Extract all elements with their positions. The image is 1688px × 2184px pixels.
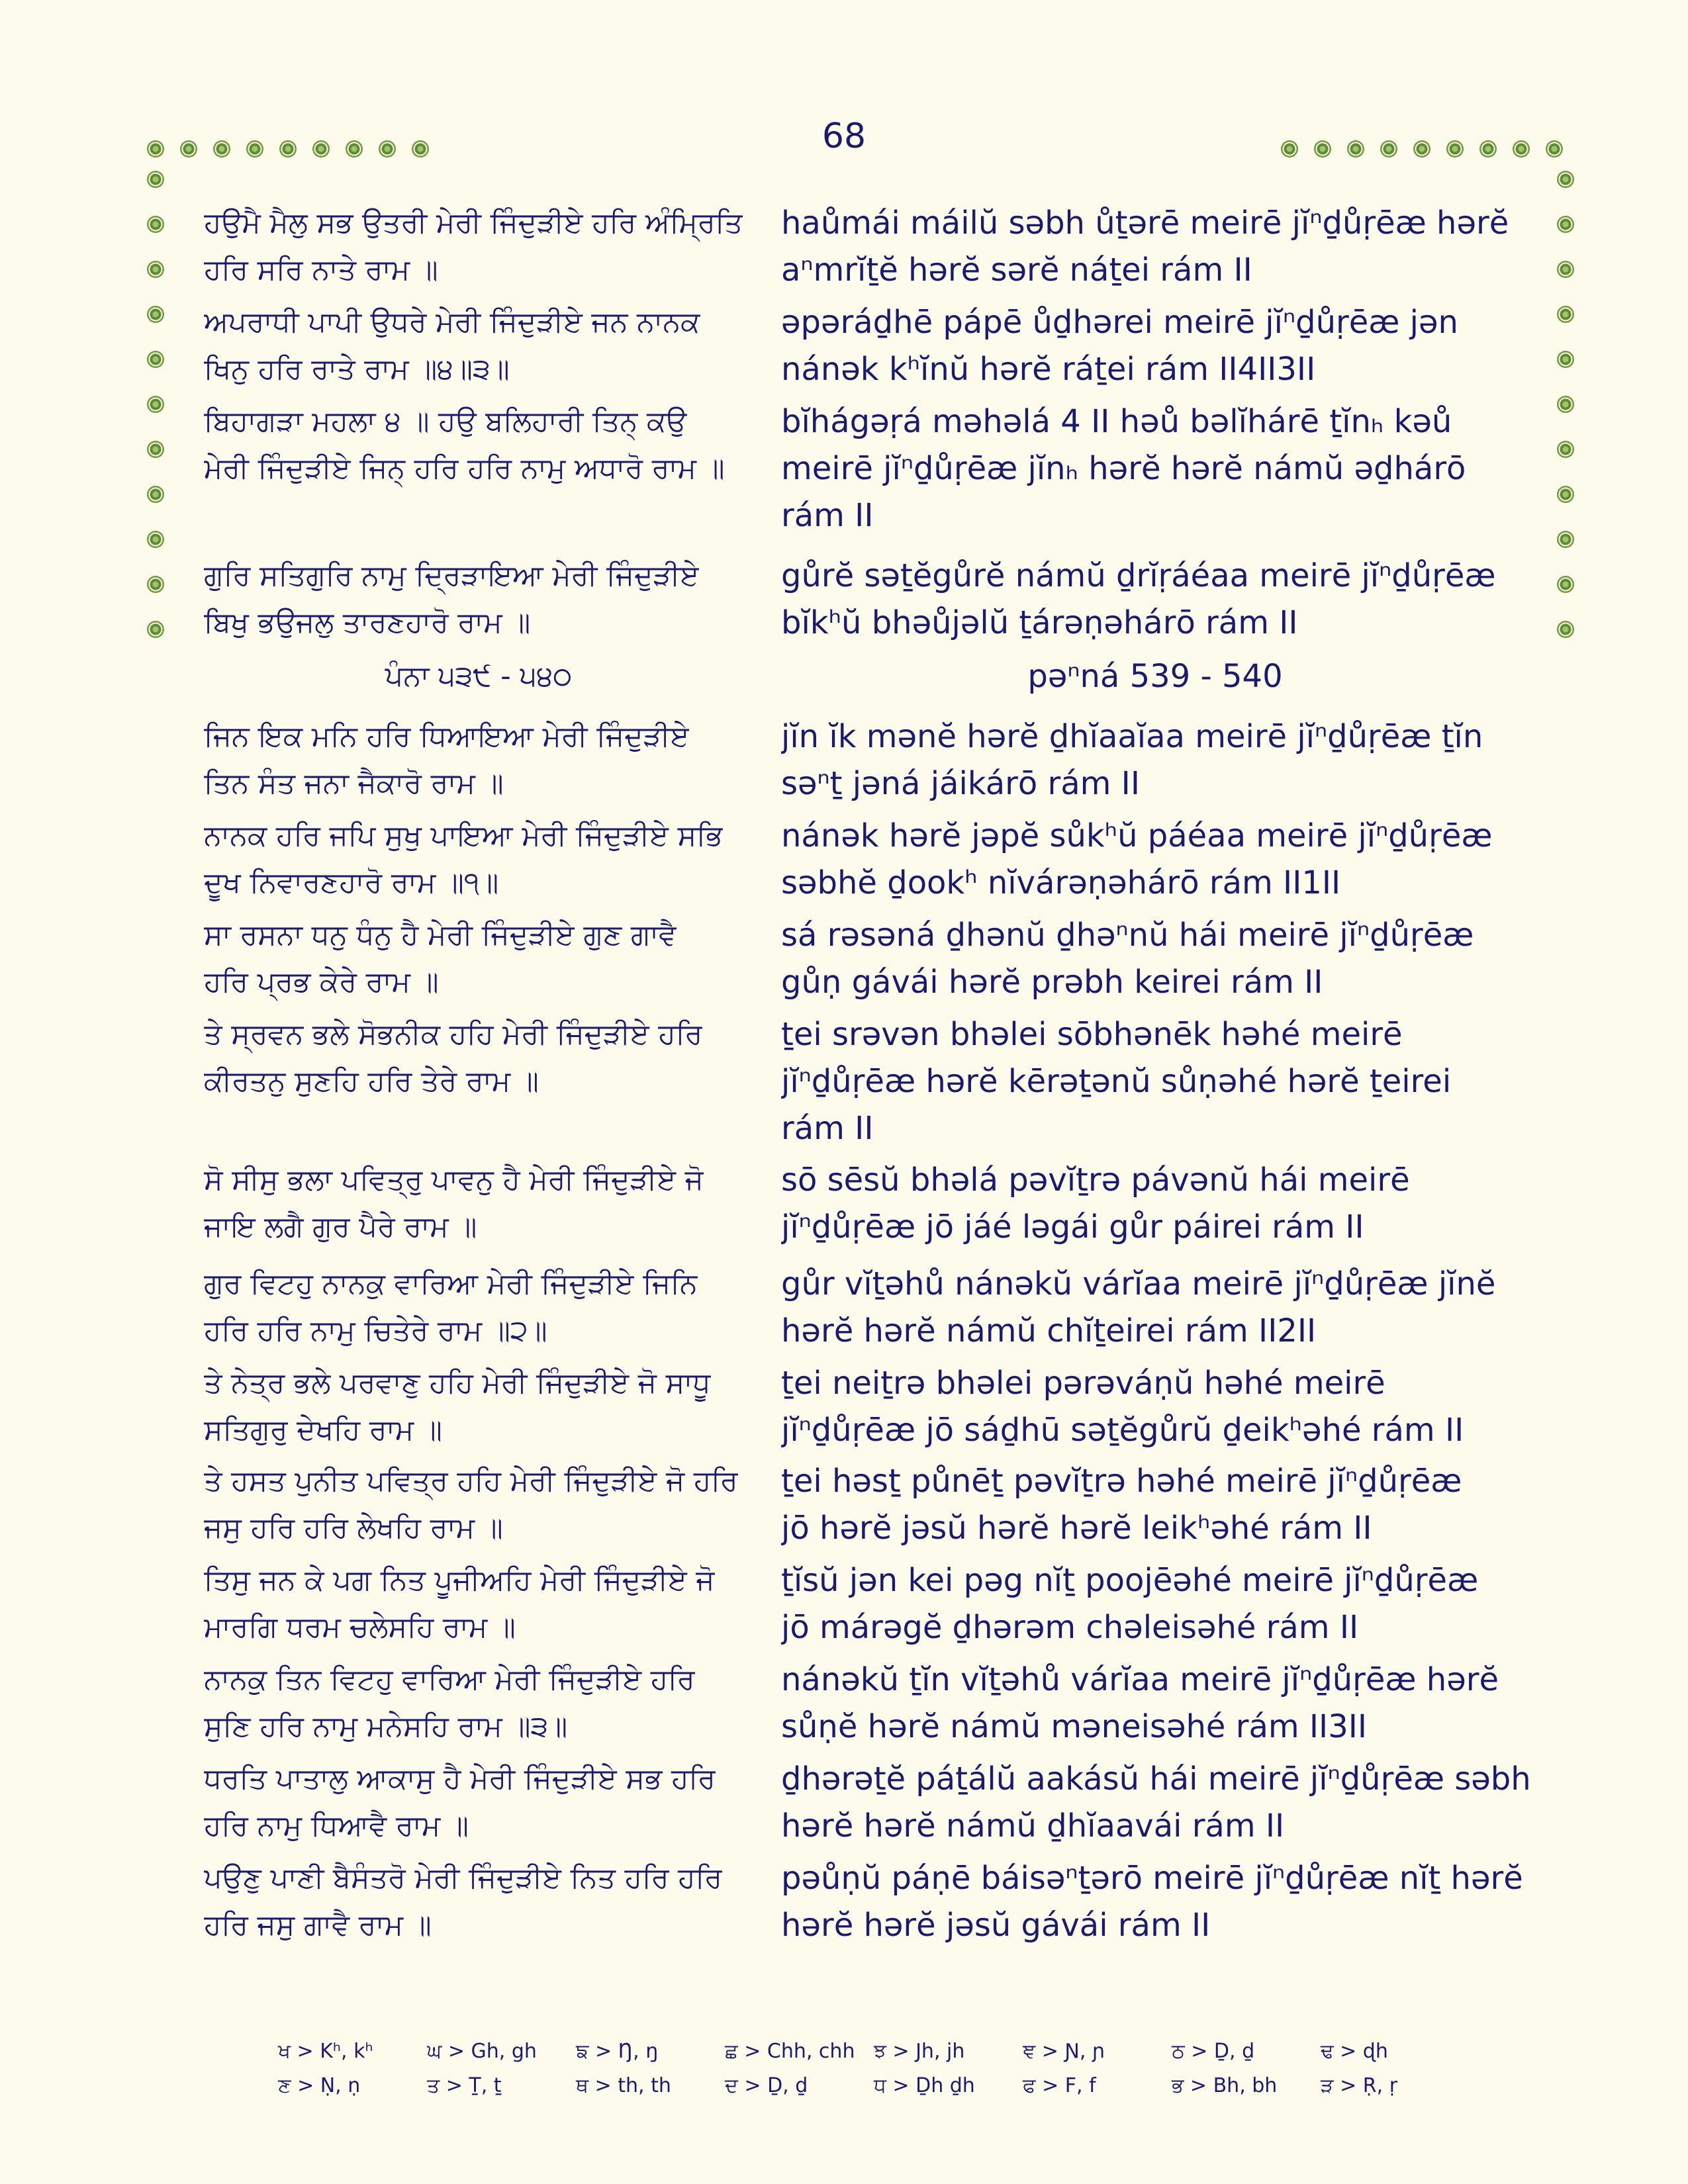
flower-ornament-icon: [147, 306, 164, 323]
flower-ornament-icon: [147, 576, 164, 593]
verse-line: bĭhágəṛá məhəlá 4 II həů bəlĭhárē ṯĭnₕ kəů: [781, 403, 1452, 440]
flower-ornament-icon: [1546, 140, 1563, 158]
ornament-border-right: [1552, 171, 1579, 666]
verse-line: aⁿmrĭṯĕ hərĕ sərĕ náṯei rám II: [781, 251, 1252, 289]
verse-line: gůr vĭṯəhů nánəkŭ várĭaa meirē jĭⁿḏůṛēæ jĭnĕ: [781, 1265, 1496, 1302]
flower-ornament-icon: [1446, 140, 1464, 158]
verse-line: səbhĕ ḏookʰ nĭvárəṇəhárō rám II1II: [781, 864, 1341, 901]
verse-gurmukhi: [204, 1360, 711, 1454]
verse-transliteration: [781, 553, 1496, 647]
verse-transliteration: [781, 813, 1493, 907]
verse-line: ṯei həsṯ půnēṯ pəvĭṯrə həhé meirē jĭⁿḏůṛēæ: [781, 1463, 1462, 1500]
verse-line: ਮਾਰਗਿ ਧਰਮ ਚਲੇਸਹਿ ਰਾਮ ॥: [204, 1611, 516, 1644]
flower-ornament-icon: [147, 621, 164, 638]
verse-line: jĭn ĭk mənĕ hərĕ ḏhĭaaĭaa meirē jĭⁿḏůṛēæ ṯĭn: [781, 718, 1483, 755]
verse-line: ਨਾਨਕ ਹਰਿ ਜਪਿ ਸੁਖੁ ਪਾਇਆ ਮੇਰੀ ਜਿੰਦੁੜੀਏ ਸਭਿ: [204, 819, 724, 852]
legend-entry: ਙ > Ŋ, ŋ: [576, 2040, 659, 2063]
flower-ornament-icon: [1557, 396, 1574, 413]
verse-line: sůṇĕ hərĕ námŭ məneisəhé rám II3II: [781, 1708, 1368, 1745]
verse-line: gůrĕ səṯĕgůrĕ námŭ ḏrĭṛáéaa meirē jĭⁿḏůṛēæ: [781, 557, 1496, 594]
legend-entry: ਢ > ɖh: [1321, 2040, 1388, 2063]
verse-line: jĭⁿḏůṛēæ jō sáḏhū səṯĕgůrŭ ḏeikʰəhé rám II: [781, 1412, 1464, 1449]
verse-transliteration: [781, 1360, 1464, 1454]
flower-ornament-icon: [1557, 261, 1574, 278]
verse-gurmukhi: [204, 1855, 722, 1949]
verse-line: ਬਿਹਾਗੜਾ ਮਹਲਾ ੪ ॥ ਹਉ ਬਲਿਹਾਰੀ ਤਿਨ੍ ਕਉ: [204, 405, 687, 438]
verse-line: ਹਰਿ ਜਸੁ ਗਾਵੈ ਰਾਮ ॥: [204, 1909, 432, 1942]
verse-gurmukhi: [204, 299, 700, 393]
verse-line: ਜਿਨ ਇਕ ਮਨਿ ਹਰਿ ਧਿਆਇਆ ਮੇਰੀ ਜਿੰਦੁੜੀਏ: [204, 720, 690, 753]
verse-gurmukhi: [204, 398, 725, 492]
page-number: 68: [821, 116, 867, 156]
verse-transliteration: [781, 1458, 1462, 1552]
verse-line: jō márəgĕ ḏhərəm chəleisəhé rám II: [781, 1609, 1359, 1646]
flower-ornament-icon: [1513, 140, 1530, 158]
verse-line: rám II: [781, 497, 874, 534]
flower-ornament-icon: [1479, 140, 1497, 158]
verse-line: ਤਿਸੁ ਜਨ ਕੇ ਪਗ ਨਿਤ ਪੂਜੀਅਹਿ ਮੇਰੀ ਜਿੰਦੁੜੀਏ ਜੋ: [204, 1564, 715, 1597]
verse-line: ਹਰਿ ਹਰਿ ਨਾਮੁ ਚਿਤੇਰੇ ਰਾਮ ॥੨॥: [204, 1314, 547, 1347]
legend-entry: ਣ > Ṇ, ṇ: [278, 2074, 361, 2097]
verse-transliteration: [781, 713, 1483, 807]
verse-line: ਕੀਰਤਨੁ ਸੁਣਹਿ ਹਰਿ ਤੇਰੇ ਰਾਮ ॥: [204, 1065, 539, 1098]
verse-gurmukhi: [204, 1011, 702, 1105]
verse-line: hərĕ hərĕ námŭ ḏhĭaavái rám II: [781, 1807, 1285, 1844]
flower-ornament-icon: [180, 140, 197, 158]
verse-line: bĭkʰŭ bhəůjəlŭ ṯárəṇəhárō rám II: [781, 604, 1298, 641]
verse-line: ਬਿਖੁ ਭਉਜਲੁ ਤਾਰਣਹਾਰੋ ਰਾਮ ॥: [204, 606, 531, 639]
flower-ornament-icon: [1557, 306, 1574, 323]
flower-ornament-icon: [147, 441, 164, 458]
flower-ornament-icon: [1557, 351, 1574, 368]
verse-gurmukhi: [204, 1458, 738, 1552]
verse-line: ਅਪਰਾਧੀ ਪਾਪੀ ਉਧਰੇ ਮੇਰੀ ਜਿੰਦੁੜੀਏ ਜਨ ਨਾਨਕ: [204, 306, 700, 339]
legend-entry: ਛ > Chh, chh: [725, 2040, 855, 2063]
flower-ornament-icon: [147, 171, 164, 188]
verse-line: ḏhərəṯĕ páṯálŭ aakásŭ hái meirē jĭⁿḏůṛēæ səbh: [781, 1760, 1531, 1797]
legend-entry: ੜ > Ṛ, ṛ: [1321, 2074, 1398, 2097]
flower-ornament-icon: [312, 140, 330, 158]
verse-transliteration: [781, 200, 1509, 294]
verse-line: ṯei neiṯrə bhəlei pərəváṇŭ həhé meirē: [781, 1365, 1385, 1402]
flower-ornament-icon: [147, 531, 164, 548]
legend-entry: ਤ > Ṯ, ṯ: [427, 2074, 502, 2097]
verse-line: ਤੇ ਹਸਤ ਪੁਨੀਤ ਪਵਿਤ੍ਰ ਹਹਿ ਮੇਰੀ ਜਿੰਦੁੜੀਏ ਜੋ ਹਰਿ: [204, 1465, 738, 1498]
verse-transliteration: [781, 1011, 1451, 1152]
verse-line: hərĕ hərĕ námŭ chĭṯeirei rám II2II: [781, 1312, 1317, 1349]
flower-ornament-icon: [346, 140, 363, 158]
verse-line: ਨਾਨਕੁ ਤਿਨ ਵਿਟਹੁ ਵਾਰਿਆ ਮੇਰੀ ਜਿੰਦੁੜੀਏ ਹਰਿ: [204, 1663, 695, 1696]
verse-transliteration: [781, 1657, 1499, 1751]
verse-line: meirē jĭⁿḏůṛēæ jĭnₕ hərĕ hərĕ námŭ əḏhárō: [781, 450, 1466, 487]
verse-line: sá rəsəná ḏhənŭ ḏhəⁿnŭ hái meirē jĭⁿḏůṛēæ: [781, 917, 1474, 954]
verse-line: ṯei srəvən bhəlei sōbhənēk həhé meirē: [781, 1016, 1403, 1053]
flower-ornament-icon: [1347, 140, 1364, 158]
section-heading-gurmukhi: ਪੰਨਾ ੫੩੯ - ੫੪੦: [385, 660, 573, 693]
legend-entry: ਝ > Jh, jh: [874, 2040, 965, 2063]
verse-line: ਗੁਰਿ ਸਤਿਗੁਰਿ ਨਾਮੁ ਦ੍ਰਿੜਾਇਆ ਮੇਰੀ ਜਿੰਦੁੜੀਏ: [204, 559, 700, 592]
verse-gurmukhi: [204, 1756, 716, 1850]
ornament-border-left: [142, 171, 169, 666]
verse-gurmukhi: [204, 1557, 715, 1651]
verse-gurmukhi: [204, 1157, 704, 1251]
legend-entry: ਧ > Ḏh ḏh: [874, 2074, 975, 2097]
flower-ornament-icon: [1557, 486, 1574, 503]
legend-entry: ਫ > F, f: [1023, 2074, 1096, 2097]
verse-line: ਹਰਿ ਪ੍ਰਭ ਕੇਰੇ ਰਾਮ ॥: [204, 966, 439, 999]
verse-line: ਸੁਣਿ ਹਰਿ ਨਾਮੁ ਮਨੇਸਹਿ ਰਾਮ ॥੩॥: [204, 1710, 568, 1743]
legend-entry: ਠ > Ḏ, ḏ: [1172, 2040, 1255, 2063]
verse-line: ਧਰਤਿ ਪਾਤਾਲੁ ਆਕਾਸੁ ਹੈ ਮੇਰੀ ਜਿੰਦੁੜੀਏ ਸਭ ਹਰਿ: [204, 1762, 716, 1796]
verse-gurmukhi: [204, 912, 677, 1006]
legend-entry: ਖ > Kʰ, kʰ: [278, 2040, 373, 2063]
verse-line: jō hərĕ jəsŭ hərĕ hərĕ leikʰəhé rám II: [781, 1510, 1372, 1547]
verse-line: ਸਾ ਰਸਨਾ ਧਨੁ ਧੰਨੁ ਹੈ ਮੇਰੀ ਜਿੰਦੁੜੀਏ ਗੁਣ ਗਾਵੈ: [204, 919, 677, 952]
verse-line: ਮੇਰੀ ਜਿੰਦੁੜੀਏ ਜਿਨ੍ ਹਰਿ ਹਰਿ ਨਾਮੁ ਅਧਾਰੋ ਰਾਮ ॥: [204, 452, 725, 485]
flower-ornament-icon: [1413, 140, 1430, 158]
transliteration-legend: [278, 2034, 1470, 2103]
verse-line: ਹਰਿ ਸਰਿ ਨਾਤੇ ਰਾਮ ॥: [204, 253, 438, 287]
legend-entry: ਥ > th, th: [576, 2074, 671, 2097]
verse-transliteration: [781, 1756, 1531, 1850]
legend-entry: ਞ > Ɲ, ɲ: [1023, 2040, 1105, 2063]
verse-line: əpəráḏhē pápē ůḏhərei meirē jĭⁿḏůṛēæ jən: [781, 304, 1458, 341]
section-heading-transliteration: pəⁿná 539 - 540: [1027, 658, 1283, 695]
verse-line: gůṇ gávái hərĕ prəbh keirei rám II: [781, 964, 1323, 1001]
flower-ornament-icon: [246, 140, 263, 158]
flower-ornament-icon: [279, 140, 297, 158]
legend-entry: ਘ > Gh, gh: [427, 2040, 537, 2063]
legend-entry: ਭ > Bh, bh: [1172, 2074, 1278, 2097]
verse-line: ਦੂਖ ਨਿਵਾਰਣਹਾਰੋ ਰਾਮ ॥੧॥: [204, 866, 499, 899]
flower-ornament-icon: [213, 140, 230, 158]
verse-line: nánək kʰĭnŭ hərĕ ráṯei rám II4II3II: [781, 351, 1316, 388]
verse-line: ṯĭsŭ jən kei pəg nĭṯ poojēəhé meirē jĭⁿḏůṛēæ: [781, 1562, 1479, 1599]
verse-line: ਪਉਣੁ ਪਾਣੀ ਬੈਸੰਤਰੋ ਮੇਰੀ ਜਿੰਦੁੜੀਏ ਨਿਤ ਹਰਿ ਹਰਿ: [204, 1862, 723, 1895]
flower-ornament-icon: [1380, 140, 1397, 158]
verse-transliteration: [781, 1557, 1478, 1651]
verse-transliteration: [781, 1855, 1523, 1949]
flower-ornament-icon: [1281, 140, 1298, 158]
flower-ornament-icon: [147, 216, 164, 233]
verse-line: ਹਰਿ ਨਾਮੁ ਧਿਆਵੈ ਰਾਮ ॥: [204, 1809, 469, 1843]
verse-transliteration: [781, 1157, 1410, 1251]
flower-ornament-icon: [1314, 140, 1331, 158]
flower-ornament-icon: [1557, 216, 1574, 233]
verse-line: ਸੋ ਸੀਸੁ ਭਲਾ ਪਵਿਤ੍ਰੁ ਪਾਵਨੁ ਹੈ ਮੇਰੀ ਜਿੰਦੁੜੀਏ ਜੋ: [204, 1163, 704, 1197]
verse-line: sō sēsŭ bhəlá pəvĭṯrə pávənŭ hái meirē: [781, 1161, 1410, 1199]
legend-row: [278, 2069, 1470, 2103]
verse-line: rám II: [781, 1110, 874, 1147]
verse-line: ਜਾਇ ਲਗੈ ਗੁਰ ਪੈਰੇ ਰਾਮ ॥: [204, 1210, 477, 1244]
verse-gurmukhi: [204, 1261, 698, 1355]
flower-ornament-icon: [1557, 576, 1574, 593]
verse-gurmukhi: [204, 713, 689, 807]
verse-line: ਹਉਮੈ ਮੈਲੁ ਸਭ ਉਤਰੀ ਮੇਰੀ ਜਿੰਦੁੜੀਏ ਹਰਿ ਅੰਮ੍ਰਿਤਿ: [204, 206, 743, 240]
verse-line: jĭⁿḏůṛēæ hərĕ kērəṯənŭ sůṇəhé hərĕ ṯeirei: [781, 1063, 1452, 1100]
verse-line: ਖਿਨੁ ਹਰਿ ਰਾਤੇ ਰਾਮ ॥੪॥੩॥: [204, 353, 510, 386]
verse-line: haůmái máilŭ səbh ůṯərē meirē jĭⁿḏůṛēæ hərĕ: [781, 205, 1509, 242]
flower-ornament-icon: [147, 261, 164, 278]
ornament-border-top-right: [1281, 136, 1579, 162]
verse-gurmukhi: [204, 1657, 695, 1751]
flower-ornament-icon: [147, 486, 164, 503]
flower-ornament-icon: [1557, 531, 1574, 548]
legend-row: [278, 2034, 1470, 2069]
verse-line: ਗੁਰ ਵਿਟਹੁ ਨਾਨਕੁ ਵਾਰਿਆ ਮੇਰੀ ਜਿੰਦੁੜੀਏ ਜਿਨਿ: [204, 1267, 698, 1300]
flower-ornament-icon: [1557, 621, 1574, 638]
flower-ornament-icon: [147, 140, 164, 158]
verse-line: ਤੇ ਨੇਤ੍ਰ ਭਲੇ ਪਰਵਾਣੁ ਹਹਿ ਮੇਰੀ ਜਿੰਦੁੜੀਏ ਜੋ ਸਾਧੂ: [204, 1367, 711, 1400]
ornament-border-top-left: [147, 136, 445, 162]
verse-line: pəůṇŭ páṇē báisəⁿṯərō meirē jĭⁿḏůṛēæ nĭṯ hərĕ: [781, 1860, 1523, 1897]
flower-ornament-icon: [1557, 171, 1574, 188]
verse-line: nánəkŭ ṯĭn vĭṯəhů várĭaa meirē jĭⁿḏůṛēæ hərĕ: [781, 1661, 1499, 1698]
flower-ornament-icon: [1557, 441, 1574, 458]
flower-ornament-icon: [147, 351, 164, 368]
verse-line: jĭⁿḏůṛēæ jō jáé ləgái gůr páirei rám II: [781, 1208, 1364, 1246]
verse-line: nánək hərĕ jəpĕ sůkʰŭ páéaa meirē jĭⁿḏůṛēæ: [781, 817, 1493, 854]
verse-gurmukhi: [204, 553, 699, 647]
legend-entry: ਦ > Ḏ, ḏ: [725, 2074, 808, 2097]
verse-line: ਤਿਨ ਸੰਤ ਜਨਾ ਜੈਕਾਰੋ ਰਾਮ ॥: [204, 767, 504, 800]
verse-transliteration: [781, 398, 1466, 539]
verse-transliteration: [781, 299, 1458, 393]
verse-line: hərĕ hərĕ jəsŭ gávái rám II: [781, 1907, 1211, 1944]
flower-ornament-icon: [147, 396, 164, 413]
flower-ornament-icon: [412, 140, 429, 158]
verse-line: ਸਤਿਗੁਰੁ ਦੇਖਹਿ ਰਾਮ ॥: [204, 1414, 442, 1447]
verse-line: ਜਸੁ ਹਰਿ ਹਰਿ ਲੇਖਹਿ ਰਾਮ ॥: [204, 1512, 503, 1545]
verse-gurmukhi: [204, 813, 723, 907]
verse-transliteration: [781, 1261, 1495, 1355]
flower-ornament-icon: [379, 140, 396, 158]
verse-transliteration: [781, 912, 1474, 1006]
verse-line: ਤੇ ਸ੍ਰਵਨ ਭਲੇ ਸੋਭਨੀਕ ਹਹਿ ਮੇਰੀ ਜਿੰਦੁੜੀਏ ਹਰਿ: [204, 1018, 703, 1051]
verse-gurmukhi: [204, 200, 743, 294]
verse-line: səⁿṯ jəná jáikárō rám II: [781, 765, 1140, 802]
